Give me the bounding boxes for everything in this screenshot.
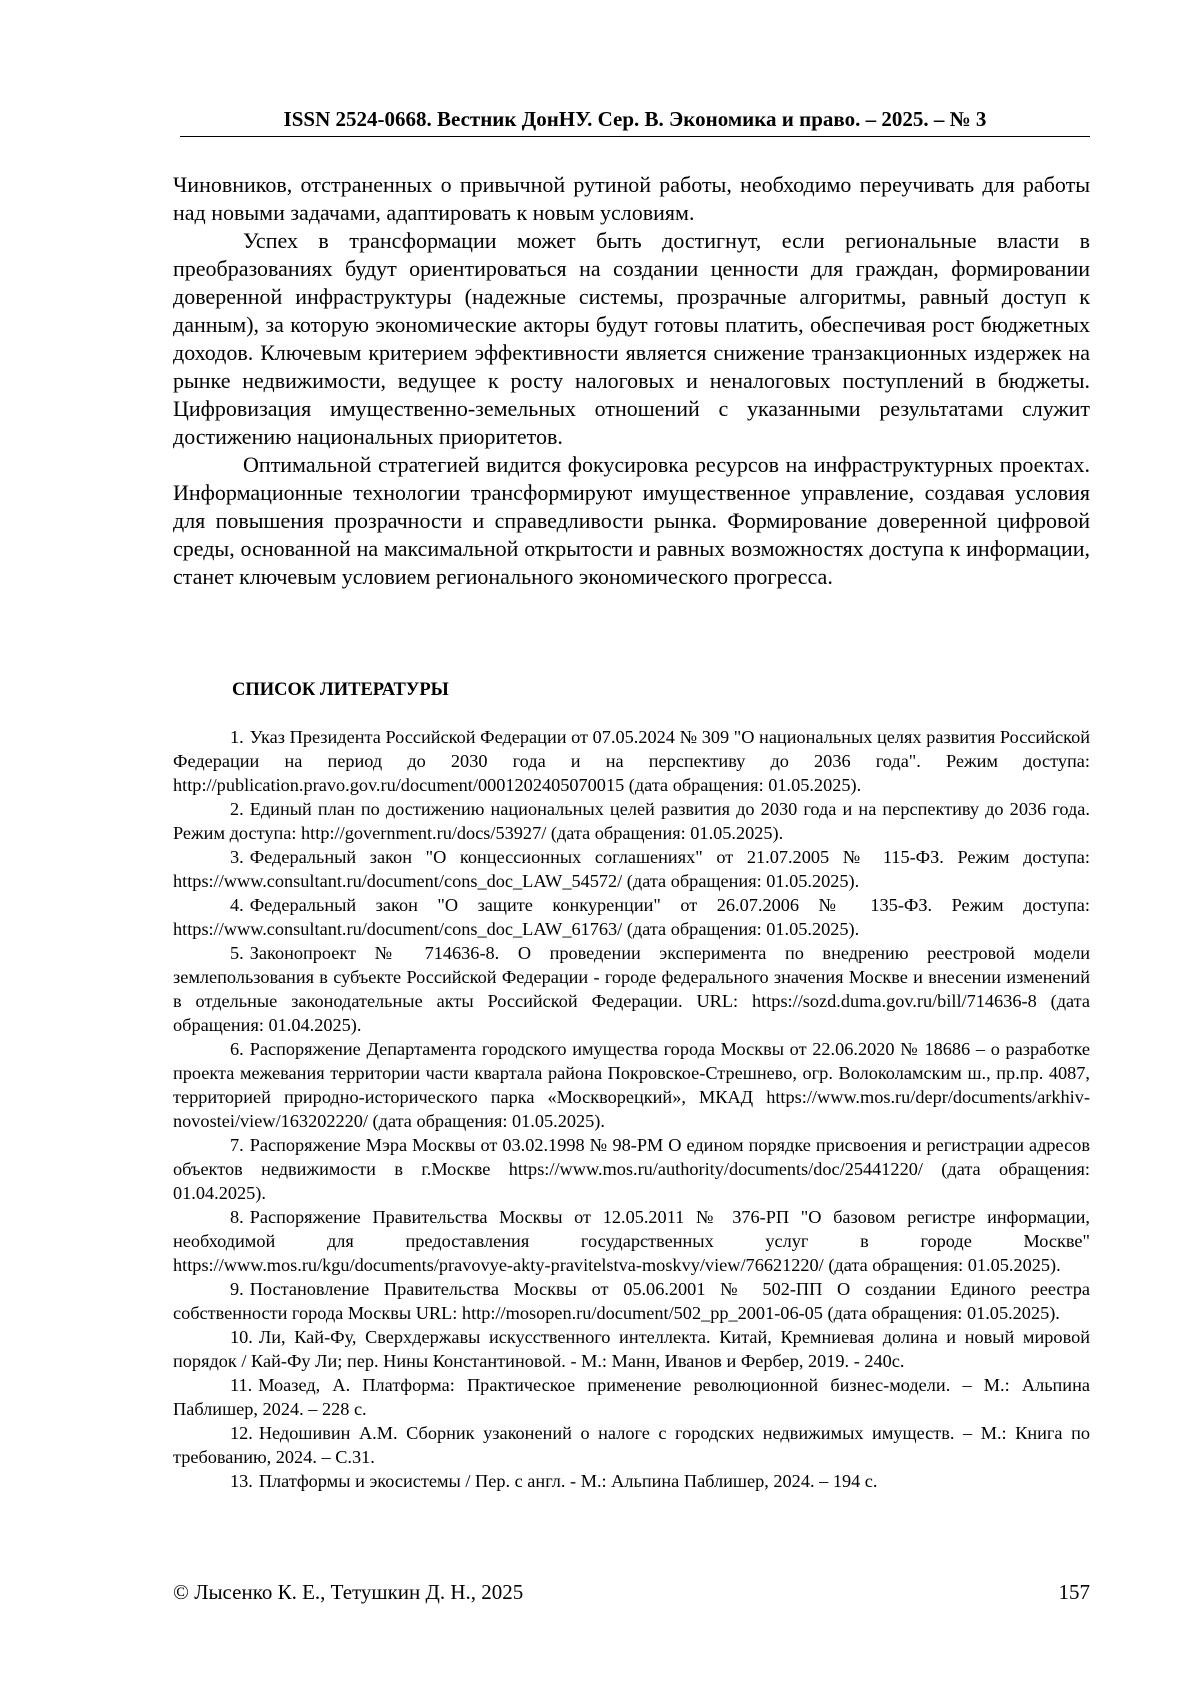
- page-number: 157: [1058, 1580, 1090, 1604]
- reference-text: Федеральный закон "О концессионных соглашениях" от 21.07.2005 № 115-ФЗ. Режим доступа: https://www.consultant.ru/document/cons_doc_LAW_54572/ (дата обращения: 01.05.2025).: [173, 847, 1090, 891]
- reference-item: [173, 1277, 1090, 1325]
- reference-item: [173, 1205, 1090, 1277]
- reference-number: 10.: [230, 1327, 253, 1347]
- reference-item: [173, 1037, 1090, 1133]
- body-paragraph: Успех в трансформации может быть достигнут, если региональные власти в преобразованиях будут ориентироваться на создании ценности для граждан, формировании доверенной инфраструктуры (надежные системы, прозрачные алгоритмы, равный доступ к данным), за которую экономические акторы будут готовы платить, обеспечивая рост бюджетных доходов. Ключевым критерием эффективности является снижение транзакционных издержек на рынке недвижимости, ведущее к росту налоговых и неналоговых поступлений в бюджеты. Цифровизация имущественно-земельных отношений с указанными результатами служит достижению национальных приоритетов.: [173, 228, 1090, 449]
- reference-text: Ли, Кай-Фу, Сверхдержавы искусственного интеллекта. Китай, Кремниевая долина и новый мировой порядок / Кай-Фу Ли; пер. Нины Константиновой. - М.: Манн, Иванов и Фербер, 2019. - 240с.: [173, 1327, 1090, 1371]
- header-divider: [180, 136, 1090, 137]
- reference-item: [173, 1325, 1090, 1373]
- article-body: [173, 171, 1090, 591]
- reference-number: 4.: [230, 895, 244, 915]
- reference-item: [173, 893, 1090, 941]
- reference-number: 2.: [230, 799, 244, 819]
- reference-item: [173, 1133, 1090, 1205]
- reference-text: Федеральный закон "О защите конкуренции" от 26.07.2006 № 135-ФЗ. Режим доступа: https://www.consultant.ru/document/cons_doc_LAW_61763/ (дата обращения: 01.05.2025).: [173, 895, 1090, 939]
- reference-number: 3.: [230, 847, 244, 867]
- reference-item: [173, 941, 1090, 1037]
- reference-text: Распоряжение Правительства Москвы от 12.05.2011 № 376-РП "О базовом регистре информации, необходимой для предоставления государственных услуг в городе Москве" https://www.mos.ru/kgu/documents/pravovye-akty-pravitelstva-moskvy/view/76621220/ (дата обращения: 01.05.2025).: [173, 1207, 1090, 1275]
- reference-item: [173, 797, 1090, 845]
- reference-text: Недошивин А.М. Сборник узаконений о налоге с городских недвижимых имуществ. – М.: Книга по требованию, 2024. – С.31.: [173, 1423, 1090, 1467]
- reference-text: Законопроект № 714636-8. О проведении эксперимента по внедрению реестровой модели землепользования в субъекте Российской Федерации - городе федерального значения Москве и внесении изменений в отдельные законодательные акты Российской Федерации. URL: https://sozd.duma.gov.ru/bill/714636-8 (дата обращения: 01.04.2025).: [173, 943, 1090, 1035]
- copyright-notice: © Лысенко К. Е., Тетушкин Д. Н., 2025: [173, 1580, 524, 1604]
- reference-item: [173, 845, 1090, 893]
- reference-number: 13.: [230, 1471, 253, 1491]
- reference-item: [173, 725, 1090, 797]
- reference-text: Распоряжение Департамента городского имущества города Москвы от 22.06.2020 № 18686 – о разработке проекта межевания территории части квартала района Покровское-Стрешнево, огр. Волоколамским ш., пр.пр. 4087, территорией природно-исторического парка «Москворецкий», МКАД https://www.mos.ru/depr/documents/arkhiv-novostei/view/163202220/ (дата обращения: 01.05.2025).: [173, 1039, 1090, 1131]
- reference-text: Платформы и экосистемы / Пер. с англ. - М.: Альпина Паблишер, 2024. – 194 с.: [258, 1471, 878, 1491]
- body-paragraph: Оптимальной стратегией видится фокусировка ресурсов на инфраструктурных проектах. Информационные технологии трансформируют имущественное управление, создавая условия для повышения прозрачности и справедливости рынка. Формирование доверенной цифровой среды, основанной на максимальной открытости и равных возможностях доступа к информации, станет ключевым условием регионального экономического прогресса.: [173, 452, 1090, 589]
- journal-header: ISSN 2524-0668. Вестник ДонНУ. Сер. В. Экономика и право. – 2025. – № 3: [283, 107, 987, 131]
- references-list: [173, 725, 1090, 1493]
- reference-item: [173, 1373, 1090, 1421]
- reference-number: 12.: [230, 1423, 253, 1443]
- reference-text: Единый план по достижению национальных целей развития до 2030 года и на перспективу до 2036 года. Режим доступа: http://government.ru/docs/53927/ (дата обращения: 01.05.2025).: [173, 799, 1090, 843]
- references-heading: СПИСОК ЛИТЕРАТУРЫ: [232, 680, 449, 700]
- reference-text: Указ Президента Российской Федерации от 07.05.2024 № 309 "О национальных целях развития Российской Федерации на период до 2030 года и на перспективу до 2036 года". Режим доступа: http://publication.pravo.gov.ru/document/0001202405070015 (дата обращения: 01.05.2025).: [173, 727, 1090, 795]
- reference-number: 9.: [230, 1279, 244, 1299]
- reference-text: Моазед, А. Платформа: Практическое применение революционной бизнес-модели. – М.: Альпина Паблишер, 2024. – 228 с.: [173, 1375, 1090, 1419]
- reference-number: 5.: [230, 943, 244, 963]
- reference-text: Постановление Правительства Москвы от 05.06.2001 № 502-ПП О создании Единого реестра собственности города Москвы URL: http://mosopen.ru/document/502_pp_2001-06-05 (дата обращения: 01.05.2025).: [173, 1279, 1090, 1323]
- reference-number: 7.: [230, 1135, 244, 1155]
- reference-number: 1.: [230, 727, 244, 747]
- reference-number: 6.: [230, 1039, 244, 1059]
- reference-text: Распоряжение Мэра Москвы от 03.02.1998 № 98-РМ О едином порядке присвоения и регистрации адресов объектов недвижимости в г.Москве https://www.mos.ru/authority/documents/doc/25441220/ (дата обращения: 01.04.2025).: [173, 1135, 1090, 1203]
- reference-number: 11.: [230, 1375, 253, 1395]
- reference-number: 8.: [230, 1207, 244, 1227]
- reference-item: [173, 1421, 1090, 1469]
- body-paragraph: Чиновников, отстраненных о привычной рутиной работы, необходимо переучивать для работы над новыми задачами, адаптировать к новым условиям.: [173, 172, 1090, 225]
- reference-item: [173, 1469, 1090, 1493]
